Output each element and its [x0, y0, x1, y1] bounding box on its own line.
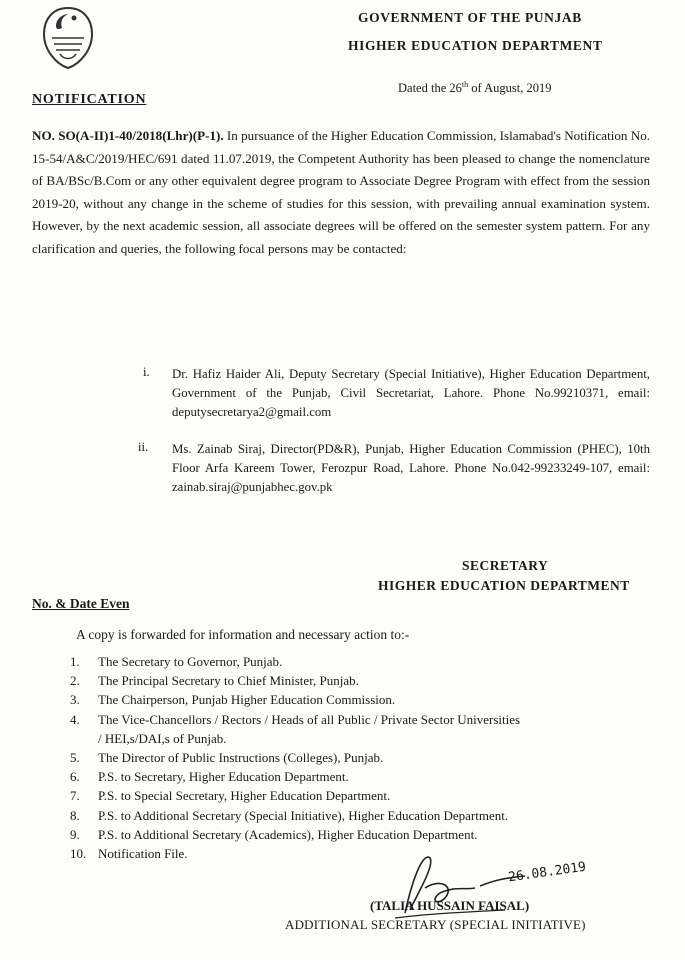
- list-item: 6. P.S. to Secretary, Higher Education Department.: [70, 769, 349, 785]
- list-item: 9. P.S. to Additional Secretary (Academics), Higher Education Department.: [70, 826, 478, 842]
- list-item: 10. Notification File.: [70, 846, 188, 862]
- focal-person-2: Ms. Zainab Siraj, Director(PD&R), Punjab, Higher Education Commission (PHEC), 10th Floor Arfa Kareem Tower, Ferozpur Road, Lahore. Phone No.042-99233249-107, email: zainab.siraj@punjabhec.gov.pk: [172, 442, 650, 494]
- secretary-title: SECRETARY: [462, 558, 549, 573]
- list-item: 3. The Chairperson, Punjab Higher Education Commission.: [70, 692, 396, 708]
- punjab-emblem-icon: [38, 4, 98, 70]
- signatory-name: (TALIA HUSSAIN FAISAL): [370, 898, 530, 913]
- government-heading: GOVERNMENT OF THE PUNJAB: [358, 10, 582, 25]
- reference-number: NO. SO(A-II)1-40/2018(Lhr)(P-1).: [32, 128, 224, 143]
- focal-person-1: Dr. Hafiz Haider Ali, Deputy Secretary (Special Initiative), Higher Education Department, Government of the Punjab, Civil Secretariat, Lahore. Phone No.99210371, email: deputysecretarya2@gmail.com: [172, 367, 650, 419]
- body-text: In pursuance of the Higher Education Commission, Islamabad's Notification No. 15-54/A&C/2019/HEC/691 dated 11.07.2019, the Competent Authority has been pleased to change the nomenclature of BA/BSc/B.Com or any other equivalent degree program to Associate Degree Program with effect from the session 2019-20, without any change in the scheme of studies for this session, with prevailing annual examination system. However, by the next academic session, all associate degrees will be offered on the semester system pattern. For any clarification and queries, the following focal persons may be contacted:: [32, 128, 651, 256]
- copy-intro: A copy is forwarded for information and necessary action to:-: [76, 627, 410, 642]
- list-item: 5. The Director of Public Instructions (Colleges), Punjab.: [70, 750, 384, 766]
- focal-num-1: i.: [143, 365, 150, 379]
- list-item: 1. The Secretary to Governor, Punjab.: [70, 654, 283, 669]
- list-item: 2. The Principal Secretary to Chief Minister, Punjab.: [70, 673, 359, 689]
- dated-line: Dated the 26th of August, 2019: [398, 80, 552, 96]
- signature-date: 26.08.2019: [507, 859, 587, 886]
- list-item: 4. The Vice-Chancellors / Rectors / Heads of all Public / Private Sector Universities: [70, 711, 521, 727]
- handwritten-signature: [385, 848, 605, 928]
- list-item: 7. P.S. to Special Secretary, Higher Education Department.: [70, 788, 391, 804]
- notification-title: NOTIFICATION: [32, 92, 147, 107]
- signatory-title: ADDITIONAL SECRETARY (SPECIAL INITIATIVE): [285, 917, 586, 932]
- list-item: / HEI,s/DAI,s of Punjab.: [98, 730, 227, 746]
- list-item: 8. P.S. to Additional Secretary (Special Initiative), Higher Education Department.: [70, 807, 509, 823]
- secretary-dept: HIGHER EDUCATION DEPARTMENT: [378, 578, 630, 593]
- copy-list: [70, 652, 520, 863]
- notification-body: [32, 125, 650, 260]
- department-heading: HIGHER EDUCATION DEPARTMENT: [348, 38, 603, 53]
- focal-num-2: ii.: [138, 440, 149, 454]
- no-date-even: No. & Date Even: [32, 596, 130, 611]
